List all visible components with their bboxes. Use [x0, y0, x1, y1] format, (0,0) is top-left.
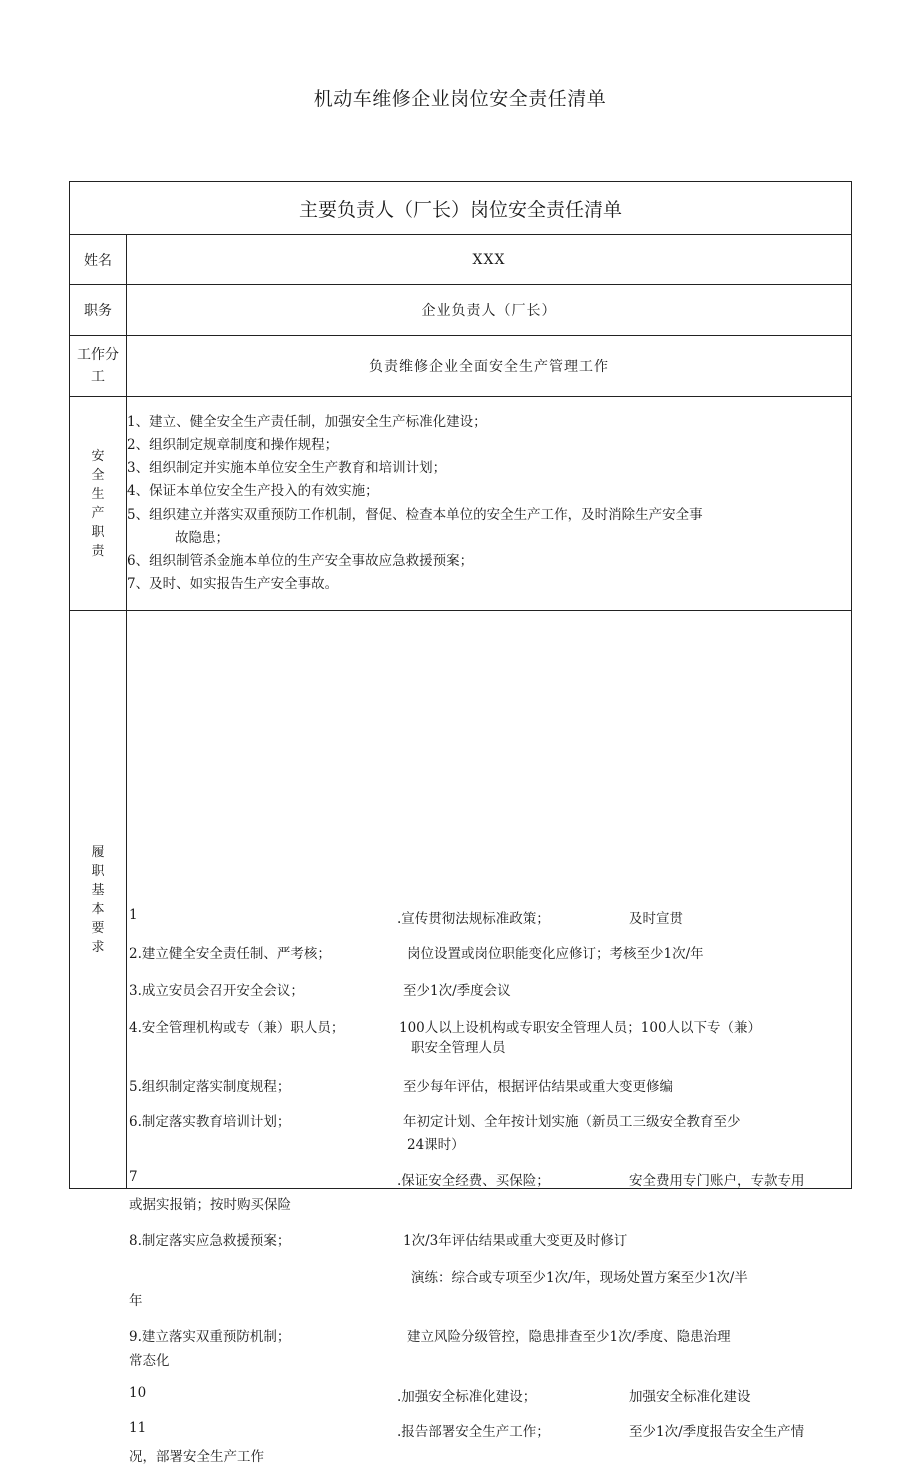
duty-item: 5、组织建立并落实双重预防工作机制，督促、检查本单位的安全生产工作，及时消除生产安全事	[127, 506, 703, 523]
requirements-label: 履职基本要求	[91, 844, 105, 955]
req-standard: 岗位设置或岗位职能变化应修订；考核至少1次/年	[407, 945, 704, 962]
req-continuation: 常态化	[129, 1352, 170, 1369]
req-standard: 100人以上设机构或专职安全管理人员；100人以下专（兼）	[399, 1019, 762, 1036]
req-item: 3.成立安员会召开安全会议；	[129, 982, 304, 999]
duties-label-cell	[70, 397, 127, 611]
req-standard: 加强安全标准化建设	[629, 1388, 751, 1405]
req-item: 4.安全管理机构或专（兼）职人员；	[129, 1019, 345, 1036]
req-standard: 建立风险分级管控，隐患排查至少1次/季度、隐患治理	[407, 1328, 731, 1345]
responsibility-table	[69, 181, 852, 1465]
req-continuation: 或据实报销；按时购买保险	[129, 1196, 291, 1213]
req-item: 8.制定落实应急救援预案；	[129, 1232, 291, 1249]
req-number: 10	[129, 1384, 147, 1401]
req-standard: 至少每年评估，根据评估结果或重大变更修编	[403, 1078, 673, 1095]
req-standard-continuation: 演练：综合或专项至少1次/年，现场处置方案至少1次/半	[411, 1269, 748, 1286]
req-item: 6.制定落实教育培训计划；	[129, 1113, 291, 1130]
duties-label: 安全生产职责	[91, 448, 105, 559]
req-standard-continuation: 职安全管理人员	[411, 1039, 506, 1056]
name-label: 姓名	[70, 235, 127, 285]
req-item: 2.建立健全安全责任制、严考核；	[129, 945, 331, 962]
req-standard: 至少1次/季度会议	[403, 982, 511, 999]
division-value: 负责维修企业全面安全生产管理工作	[127, 336, 852, 397]
req-continuation: 况，部署安全生产工作	[129, 1448, 264, 1465]
duty-item: 6、组织制管杀金施本单位的生产安全事故应急救援预案；	[127, 552, 474, 569]
req-item: 9.建立落实双重预防机制；	[129, 1328, 291, 1345]
name-value: XXX	[127, 235, 852, 285]
req-item: .宣传贯彻法规标准政策；	[397, 910, 550, 927]
duty-item: 2、组织制定规章制度和操作规程；	[127, 436, 339, 453]
req-standard-continuation: 24课时）	[407, 1136, 465, 1153]
req-number: 7	[129, 1168, 138, 1185]
req-standard: 安全费用专门账户，专款专用	[629, 1172, 805, 1189]
duty-item: 3、组织制定并实施本单位安全生产教育和培训计划；	[127, 460, 447, 477]
requirements-label-cell	[70, 611, 127, 1189]
req-number: 1	[129, 906, 138, 923]
req-item: 5.组织制定落实制度规程；	[129, 1078, 291, 1095]
req-standard: 1次/3年评估结果或重大变更及时修订	[403, 1232, 628, 1249]
duty-item: 4、保证本单位安全生产投入的有效实施；	[127, 483, 379, 500]
duty-item: 1、建立、健全安全生产责任制，加强安全生产标准化建设；	[127, 413, 487, 430]
position-label: 职务	[70, 285, 127, 336]
duty-item: 7、及时、如实报告生产安全事故。	[127, 576, 339, 593]
req-continuation: 年	[129, 1292, 143, 1309]
position-value: 企业负责人（厂长）	[127, 285, 852, 336]
req-item: .加强安全标准化建设；	[397, 1388, 537, 1405]
division-label-cell	[70, 336, 127, 397]
req-number: 11	[129, 1419, 147, 1436]
duty-item-continuation: 故隐患；	[175, 529, 229, 546]
req-standard: 至少1次/季度报告安全生产情	[629, 1423, 805, 1440]
table-header: 主要负责人（厂长）岗位安全责任清单	[70, 182, 852, 235]
req-item: .报告部署安全生产工作；	[397, 1423, 550, 1440]
req-item: .保证安全经费、买保险；	[397, 1172, 550, 1189]
requirements-cell	[127, 611, 852, 1465]
document-title: 机动车维修企业岗位安全责任清单	[313, 88, 607, 110]
req-standard: 年初定计划、全年按计划实施（新员工三级安全教育至少	[403, 1113, 741, 1130]
req-standard: 及时宣贯	[629, 910, 683, 927]
division-label: 工作分工	[77, 347, 119, 385]
duties-cell	[127, 397, 852, 611]
